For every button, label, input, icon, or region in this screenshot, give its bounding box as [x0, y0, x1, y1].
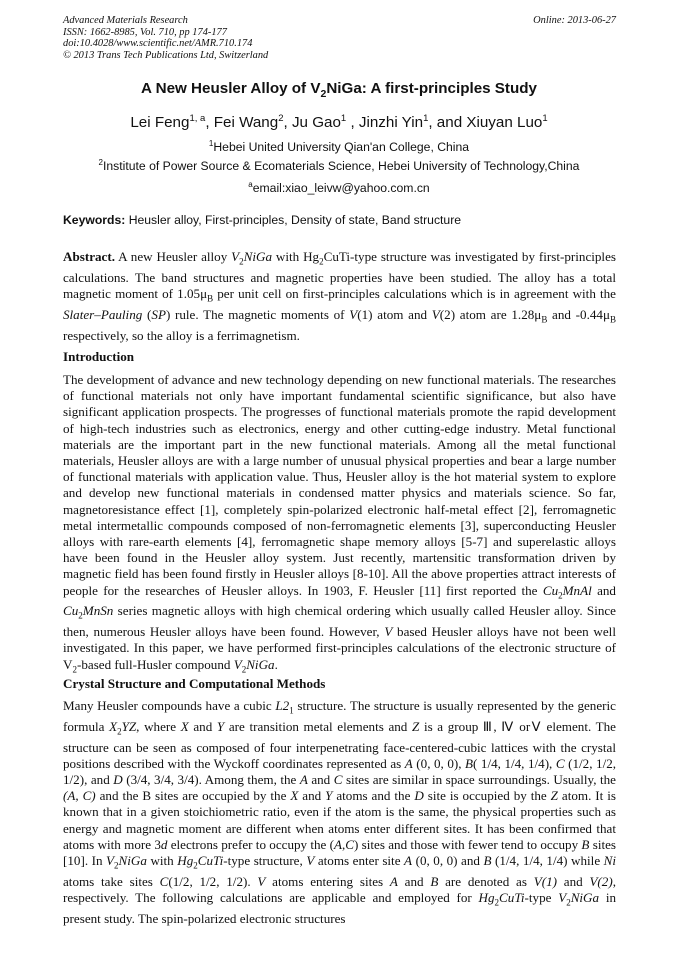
author-name: Jinzhi Yin	[358, 114, 424, 132]
affiliation-2: $^2$Institute of Power Source & Ecomaterials Science, Hebei University of Technology,China	[98, 158, 580, 174]
abstract-paragraph: Abstract. A new Heusler alloy $V_2NiGa$ with $Hg_2CuTi$-type structure was investigated by first-principles calculations. The band structures and magnetic properties have been studied. The alloy has a total magnetic moment of $1.05\mu_B$ per unit cell on first-principles calculations which is in agreement with the Slater–Pauling (SP) rule. The magnetic moments of V(1) atom and V(2) atom are $1.28\mu_B$ and $-0.44\mu_B$ respectively, so the alloy is a ferrimagnetism.	[63, 249, 616, 343]
crystal-structure-heading: Crystal Structure and Computational Methods	[63, 676, 326, 691]
author-list: Lei Feng$^{1, a}$, Fei Wang$^2$, Ju Gao$^1$ , Jinzhi Yin$^1$, and Xiuyan Luo$^1$	[130, 113, 548, 132]
author-name: Ju Gao	[291, 114, 341, 132]
keywords: Keywords: Heusler alloy, First-principles, Density of state, Band structure	[63, 213, 462, 227]
journal-name: Advanced Materials Research	[63, 15, 188, 26]
author-email: $^a$email:xiao_leivw@yahoo.com.cn	[248, 180, 430, 196]
issn-line: ISSN: 1662-8985, Vol. 710, pp 174-177	[63, 26, 227, 38]
copyright-line: © 2013 Trans Tech Publications Ltd, Switzerland	[63, 49, 269, 61]
crystal-structure-paragraph: Many Heusler compounds have a cubic $L2_1$ structure. The structure is usually represented by the generic formula $X_2YZ$, where X and Y are transition metal elements and Z is a group Ⅲ, Ⅳ orⅤ element. The structure can be seen as composed of four interpenetrating face-centered-cubic lattices with the crystal positions described with the Wyckoff coordinates represented as A (0, 0, 0), B( 1/4, 1/4, 1/4), C (1/2, 1/2, 1/2), and D (3/4, 3/4, 3/4). Among them, the A and C sites are similar in space surroundings. Usually, the (A, C) and the B sites are occupied by the X and Y atoms and the D site is occupied by the Z atom. It is known that in a given stoichiometric ratio, even if the atom is the same, the physical properties such as energy and magnetic moment are different when atoms enter different sites. It has been confirmed that atoms with more 3d electrons prefer to occupy the (A,C) sites and those with fewer tend to occupy B sites [10]. In $V_2NiGa$ with $Hg_2CuTi$-type structure, V atoms enter site A (0, 0, 0) and B (1/4, 1/4, 1/4) while Ni atoms take sites C(1/2, 1/2, 1/2). V atoms entering sites A and B are denoted as V(1) and V(2), respectively. The following calculations are applicable and employed for $Hg_2CuTi$-type $V_2NiGa$ in present study. The spin-polarized electronic structures	[63, 698, 617, 926]
author-name: Fei Wang	[213, 114, 279, 132]
online-date: Online: 2013-06-27	[533, 15, 616, 26]
introduction-paragraph: The development of advance and new technology depending on new functional materials. The researches of functional materials not only have important fundamental scientific significance, but also have significant application prospects. The progresses of functional materials promote the rapid development of high-tech industries such as electronics, energy and other cutting-edge industry. Metal functional materials are the important part in the new functional materials. Among all the metal functional materials, Heusler alloys are with a large number of unusual physical properties and bear a large number of functional materials with application value. Thus, Heusler alloy is the hot material system to explore and develop new functional materials in condensed matter physics and materials science. So far, magnetoresistance effect [1], completely spin-polarized electronic half-metal effect [2], ferromagnetic metal intermetallic compounds composed of non-ferromagnetic elements [3], superconducting Heusler alloys with rare-earth elements [4], ferromagnetic shape memory alloys [5-7] and superelastic alloys have been found in the Heusler alloy system. Just recently, martensitic transformation driven by magnetic field has been found firstly in Heusler alloys [8-10]. All the above properties attract interests of people for the researches of Heusler alloys. In 1903, F. Heusler [11] first reported the $Cu_2MnAl$ and $Cu_2MnSn$ series magnetic alloys with high chemical ordering which usually called Heusler alloy. Since then, numerous Heusler alloys have been found. However, V based Heusler alloys have not been well investigated. In this paper, we have performed first-principles calculations of the electronic structure of $V_2$-based full-Husler compound $V_2NiGa$.	[63, 372, 616, 675]
abstract-label: Abstract.	[63, 249, 115, 264]
paper-title: A New Heusler Alloy of $V_2NiGa$: A first-principles Study	[140, 80, 537, 101]
journal-header	[63, 15, 616, 61]
author-name: Lei Feng	[130, 114, 190, 132]
affiliation-1: $^1$Hebei United University Qian'an College, China	[208, 139, 470, 155]
author-name: Xiuyan Luo	[466, 114, 543, 132]
doi-line: doi:10.4028/www.scientific.net/AMR.710.174	[63, 38, 253, 50]
keywords-label: Keywords:	[63, 213, 126, 227]
introduction-heading: Introduction	[63, 349, 135, 364]
